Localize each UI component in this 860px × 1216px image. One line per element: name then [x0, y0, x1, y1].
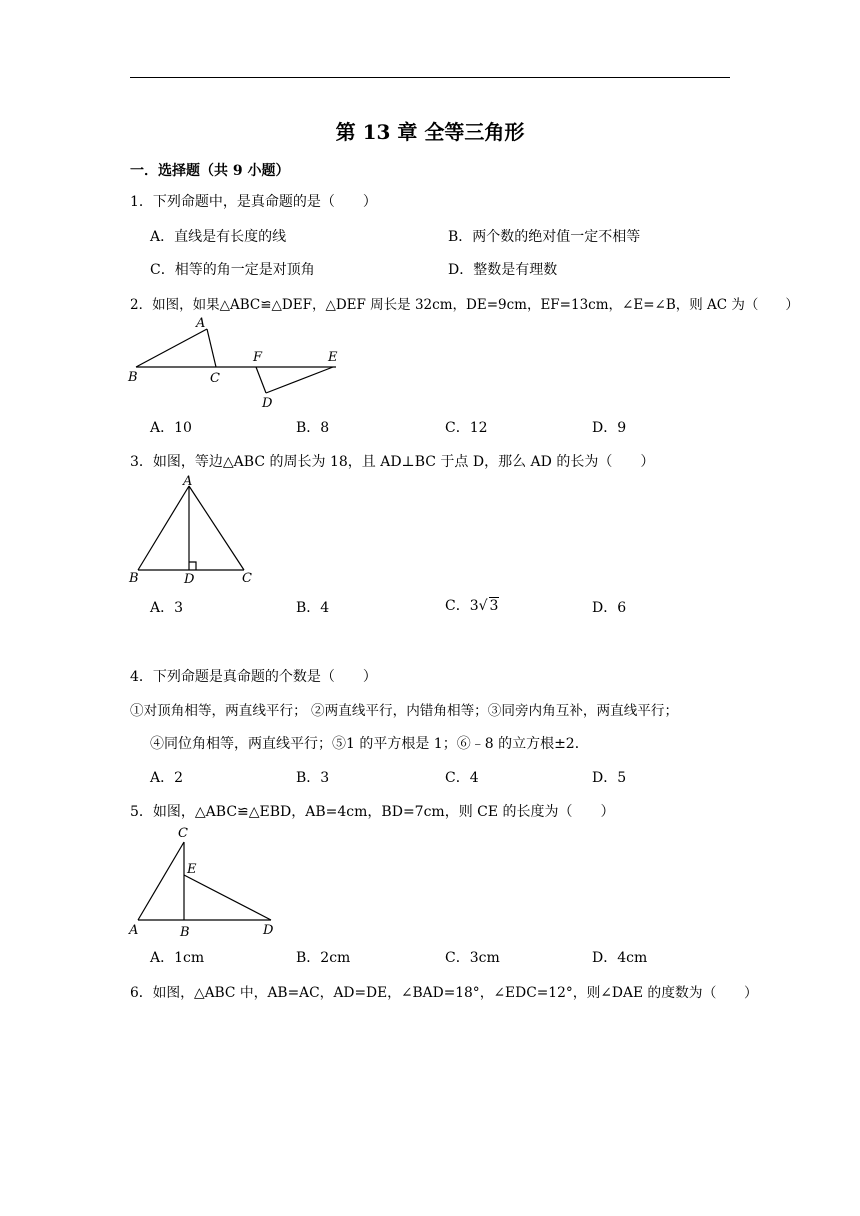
question-5-stem: 5．如图，△ABC≌△EBD，AB=4cm，BD=7cm，则 CE 的长度为（ ）: [130, 804, 615, 820]
question-1-option-d: D．整数是有理数: [448, 262, 558, 278]
question-4-stem: 4．下列命题是真命题的个数是（ ）: [130, 669, 377, 685]
segment-ac: [207, 329, 216, 367]
page-title: 第 13 章 全等三角形: [335, 120, 525, 144]
question-5-figure: [126, 822, 286, 942]
question-3-option-a: A．3: [150, 600, 184, 616]
question-5-option-c: C．3cm: [445, 950, 500, 966]
label-d: D: [262, 396, 273, 411]
question-5-option-b: B．2cm: [296, 950, 351, 966]
label-a: A: [129, 923, 139, 938]
question-4-option-c: C．4: [445, 770, 479, 786]
segment-fd: [256, 367, 266, 393]
label-d: D: [263, 923, 274, 938]
question-3-option-b: B．4: [296, 600, 330, 616]
question-2-figure: [126, 312, 356, 412]
label-e: E: [328, 350, 338, 365]
question-3-option-c: C．3√ 3: [445, 598, 499, 614]
label-e: E: [187, 862, 197, 877]
section-heading: 一．选择题（共 9 小题）: [130, 163, 290, 179]
label-b: B: [180, 925, 190, 940]
question-1-option-a: A．直线是有长度的线: [150, 229, 287, 245]
segment-ba: [136, 329, 207, 367]
label-a: A: [183, 474, 193, 489]
question-4-option-d: D．5: [592, 770, 627, 786]
segment-ed: [184, 875, 271, 920]
header-rule: [130, 77, 730, 78]
question-4-option-a: A．2: [150, 770, 184, 786]
question-3-stem: 3．如图，等边△ABC 的周长为 18，且 AD⊥BC 于点 D，那么 AD 的长为（ ）: [130, 454, 655, 470]
question-1-stem: 1．下列命题中，是真命题的是（ ）: [130, 194, 377, 210]
right-angle-mark: [189, 562, 196, 570]
question-3-option-d: D．6: [592, 600, 627, 616]
question-1-option-c: C．相等的角一定是对顶角: [150, 262, 315, 278]
label-b: B: [129, 571, 139, 586]
question-5-option-a: A．1cm: [150, 950, 205, 966]
segment-ab: [138, 486, 189, 570]
label-a: A: [196, 316, 206, 331]
sqrt-icon: √ 3: [478, 598, 499, 614]
question-2-option-b: B．8: [296, 420, 330, 436]
question-2-option-c: C．12: [445, 420, 488, 436]
question-2-option-d: D．9: [592, 420, 627, 436]
question-6-stem: 6．如图，△ABC 中，AB=AC，AD=DE，∠BAD=18°，∠EDC=12°，则∠DAE 的度数为（ ）: [130, 985, 758, 1001]
question-2-stem: 2．如图，如果△ABC≌△DEF，△DEF 周长是 32cm，DE=9cm，EF=13cm，∠E=∠B，则 AC 为（ ）: [130, 297, 799, 313]
question-4-option-b: B．3: [296, 770, 330, 786]
question-4-statements-line-2: ④同位角相等，两直线平行；⑤1 的平方根是 1；⑥﹣8 的立方根±2．: [150, 736, 589, 752]
label-f: F: [253, 350, 263, 365]
question-5-option-d: D．4cm: [592, 950, 648, 966]
segment-ac: [138, 842, 184, 920]
label-d: D: [184, 572, 195, 586]
question-4-statements-line-1: ①对顶角相等，两直线平行； ②两直线平行，内错角相等；③同旁内角互补，两直线平行；: [130, 703, 679, 719]
question-1-option-b: B．两个数的绝对值一定不相等: [448, 229, 641, 245]
label-c: C: [242, 571, 252, 586]
question-2-option-a: A．10: [150, 420, 192, 436]
segment-de: [266, 367, 333, 393]
label-c: C: [178, 826, 188, 841]
question-3-figure: [126, 474, 266, 586]
segment-ac: [189, 486, 244, 570]
label-c: C: [210, 371, 220, 386]
label-b: B: [128, 370, 138, 385]
